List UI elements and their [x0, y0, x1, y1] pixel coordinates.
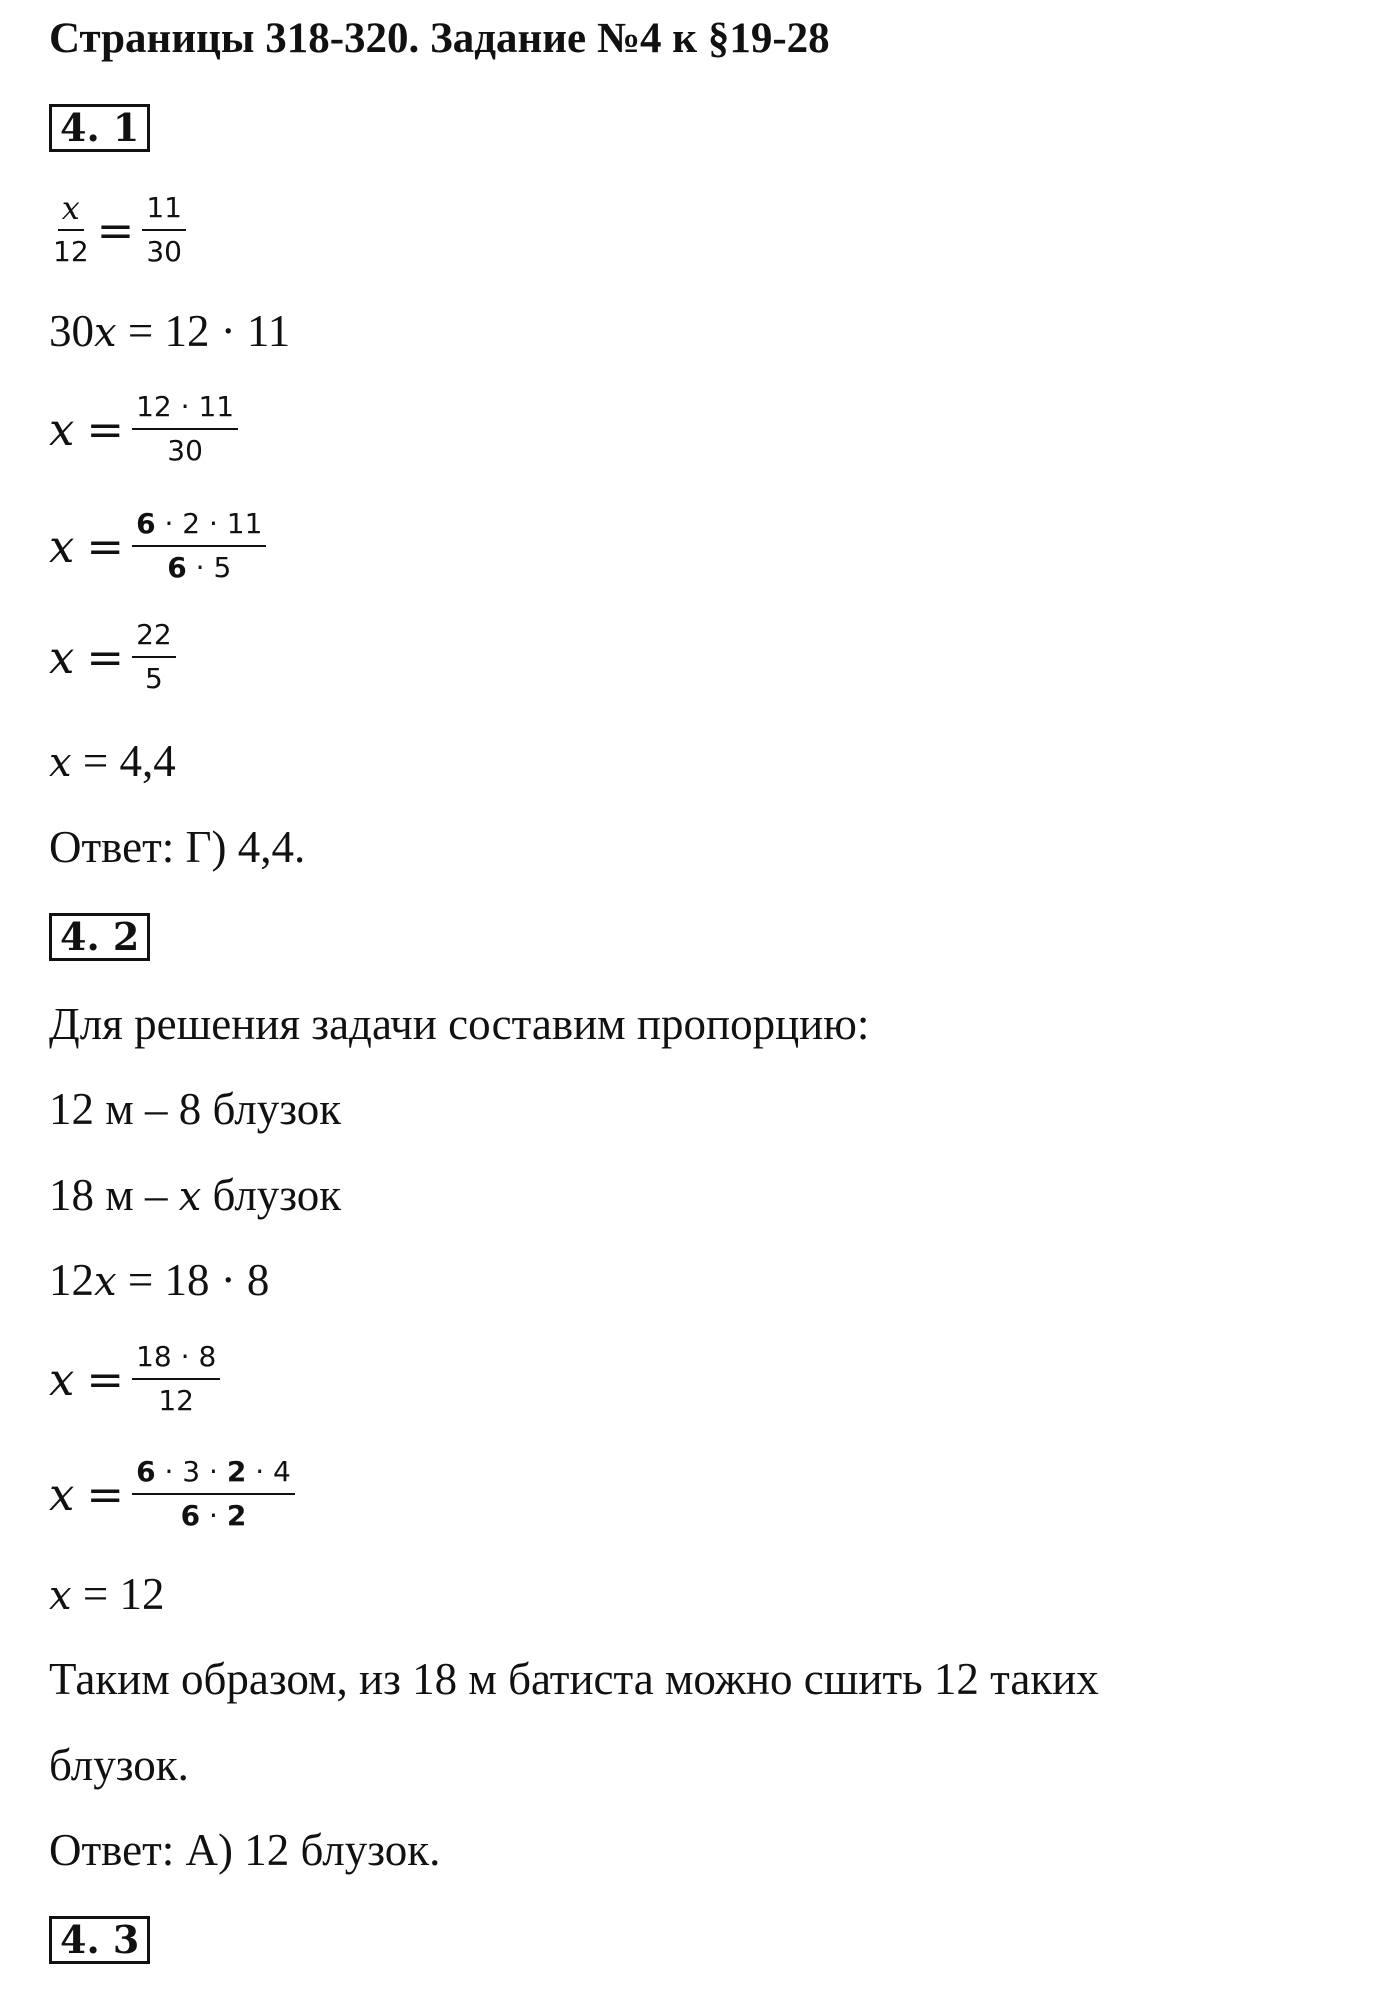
bold-factor: 6	[167, 551, 187, 584]
section-label-4-1: 4. 1	[49, 104, 150, 152]
text-line: Для решения задачи составим пропорцию:	[49, 999, 870, 1049]
variable-x: x	[94, 1259, 117, 1305]
bold-factor: 6	[180, 1499, 201, 1532]
page-title: Страницы 318-320. Задание №4 к §19-28	[49, 15, 830, 62]
equation-proportion	[49, 186, 186, 274]
fraction-x-over-12	[49, 189, 93, 271]
eq-text: блузок	[201, 1170, 342, 1220]
factor-text: · 3 ·	[155, 1455, 227, 1488]
eq-text: = 18 · 8	[116, 1255, 270, 1305]
factor-text: · 5	[186, 551, 232, 584]
equation-fraction-reduced	[49, 1450, 295, 1538]
variable-x: x	[49, 519, 75, 573]
fraction-numerator: x	[58, 189, 84, 231]
fraction-numerator	[132, 505, 266, 547]
equals-sign: =	[86, 402, 125, 456]
fraction	[132, 388, 238, 470]
variable-x: x	[49, 402, 75, 456]
equals-sign: =	[86, 630, 125, 684]
fraction	[132, 1453, 295, 1535]
fraction-numerator: 12 · 11	[132, 388, 238, 430]
eq-text: = 12 · 11	[116, 306, 291, 356]
variable-x: x	[49, 1573, 72, 1619]
answer-line: Ответ: Г) 4,4.	[49, 822, 306, 872]
fraction-denominator	[163, 547, 235, 587]
text-line: Таким образом, из 18 м батиста можно сшить 12 таких	[49, 1654, 1099, 1704]
section-label-4-2: 4. 2	[49, 913, 150, 961]
fraction-denominator: 30	[167, 434, 203, 467]
factor-text: ·	[200, 1499, 227, 1532]
equation-line	[49, 305, 290, 359]
variable-x: x	[49, 740, 72, 786]
equation-fraction	[49, 385, 238, 473]
equals-sign: =	[86, 1467, 125, 1521]
variable-x: x	[94, 310, 117, 356]
variable-x: x	[49, 1467, 75, 1521]
eq-text: 30	[49, 306, 94, 356]
fraction	[132, 505, 266, 587]
eq-text: = 4,4	[71, 736, 176, 786]
text-line	[49, 1169, 341, 1223]
variable-x: x	[49, 1352, 75, 1406]
fraction	[132, 1338, 220, 1420]
fraction	[132, 616, 176, 698]
text-line: блузок.	[49, 1740, 189, 1790]
fraction-denominator: 5	[145, 662, 163, 695]
fraction-denominator: 12	[158, 1384, 194, 1417]
bold-factor: 6	[136, 507, 156, 540]
fraction-denominator: 30	[146, 235, 182, 268]
eq-text: 12	[49, 1255, 94, 1305]
variable-x: x	[49, 630, 75, 684]
section-label-4-3: 4. 3	[49, 1916, 150, 1964]
text-line: 12 м – 8 блузок	[49, 1084, 342, 1134]
equals-sign: =	[86, 519, 125, 573]
bold-factor: 2	[226, 1455, 247, 1488]
fraction-numerator: 11	[142, 189, 186, 231]
equation-line	[49, 1568, 164, 1622]
bold-factor: 6	[136, 1455, 156, 1488]
fraction-denominator	[177, 1495, 251, 1535]
equals-sign: =	[86, 1352, 125, 1406]
equation-line	[49, 735, 176, 789]
fraction-numerator: 18 · 8	[132, 1338, 220, 1380]
variable-x: x	[178, 1174, 202, 1220]
equation-line	[49, 1254, 269, 1308]
fraction-11-over-30	[142, 189, 186, 271]
fraction-denominator: 12	[53, 235, 89, 268]
equation-fraction	[49, 1335, 220, 1423]
equals-sign: =	[96, 203, 135, 257]
answer-line: Ответ: А) 12 блузок.	[49, 1825, 441, 1875]
equation-fraction-reduced	[49, 502, 266, 590]
eq-text: 18 м –	[49, 1170, 179, 1220]
fraction-numerator: 22	[132, 616, 176, 658]
eq-text: = 12	[71, 1569, 165, 1619]
bold-factor: 2	[226, 1499, 247, 1532]
equation-fraction	[49, 613, 176, 701]
fraction-numerator	[132, 1453, 295, 1495]
factor-text: · 2 · 11	[155, 507, 263, 540]
factor-text: · 4	[246, 1455, 291, 1488]
